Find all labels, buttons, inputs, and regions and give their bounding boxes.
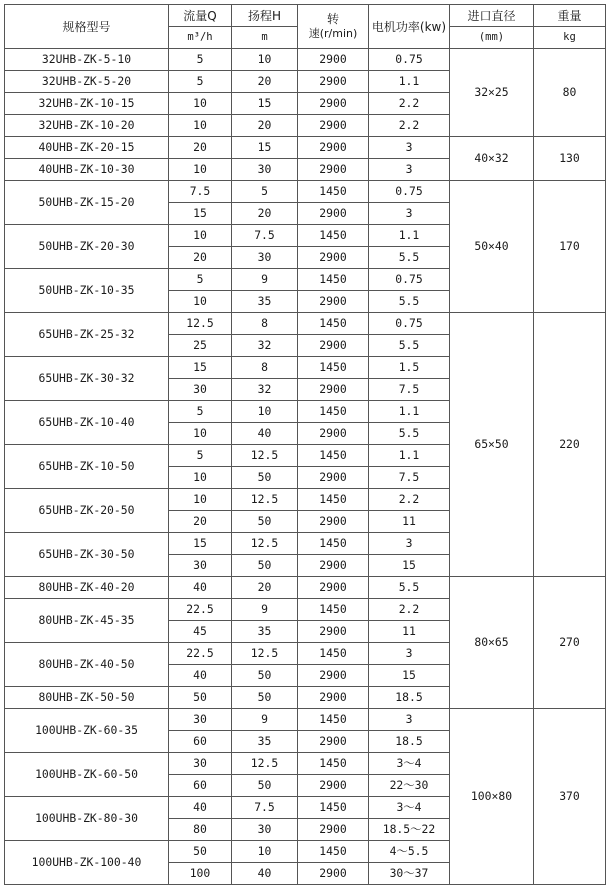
head-cell: 7.5	[232, 797, 298, 819]
head-cell: 30	[232, 247, 298, 269]
inlet-cell: 100×80	[450, 709, 534, 885]
power-cell: 22～30	[369, 775, 450, 797]
speed-cell: 2900	[298, 379, 369, 401]
model-cell: 50UHB-ZK-15-20	[5, 181, 169, 225]
head-cell: 10	[232, 49, 298, 71]
speed-cell: 1450	[298, 489, 369, 511]
power-cell: 3	[369, 643, 450, 665]
power-cell: 3	[369, 533, 450, 555]
head-cell: 20	[232, 203, 298, 225]
speed-cell: 1450	[298, 269, 369, 291]
speed-cell: 2900	[298, 621, 369, 643]
model-cell: 32UHB-ZK-10-15	[5, 93, 169, 115]
head-cell: 12.5	[232, 533, 298, 555]
header-inlet: 进口直径	[450, 5, 534, 27]
speed-cell: 1450	[298, 709, 369, 731]
flow-cell: 10	[169, 115, 232, 137]
power-cell: 3	[369, 709, 450, 731]
head-cell: 12.5	[232, 643, 298, 665]
header-flow: 流量Q	[169, 5, 232, 27]
power-cell: 7.5	[369, 467, 450, 489]
head-cell: 15	[232, 93, 298, 115]
header-weight: 重量	[534, 5, 606, 27]
head-cell: 8	[232, 357, 298, 379]
model-cell: 80UHB-ZK-40-50	[5, 643, 169, 687]
speed-cell: 1450	[298, 533, 369, 555]
speed-cell: 2900	[298, 115, 369, 137]
power-cell: 5.5	[369, 291, 450, 313]
speed-cell: 2900	[298, 203, 369, 225]
flow-cell: 5	[169, 49, 232, 71]
head-cell: 50	[232, 665, 298, 687]
speed-cell: 2900	[298, 511, 369, 533]
speed-cell: 2900	[298, 335, 369, 357]
power-cell: 1.1	[369, 225, 450, 247]
head-cell: 10	[232, 401, 298, 423]
flow-cell: 5	[169, 445, 232, 467]
speed-cell: 1450	[298, 313, 369, 335]
power-cell: 2.2	[369, 599, 450, 621]
speed-cell: 1450	[298, 181, 369, 203]
flow-cell: 10	[169, 291, 232, 313]
pump-spec-table	[4, 4, 606, 885]
head-cell: 40	[232, 423, 298, 445]
speed-cell: 1450	[298, 599, 369, 621]
power-cell: 3	[369, 203, 450, 225]
flow-cell: 40	[169, 797, 232, 819]
head-cell: 9	[232, 269, 298, 291]
speed-cell: 2900	[298, 93, 369, 115]
speed-cell: 2900	[298, 467, 369, 489]
head-cell: 35	[232, 621, 298, 643]
model-cell: 80UHB-ZK-45-35	[5, 599, 169, 643]
speed-cell: 2900	[298, 423, 369, 445]
flow-cell: 5	[169, 401, 232, 423]
power-cell: 4～5.5	[369, 841, 450, 863]
flow-cell: 20	[169, 247, 232, 269]
model-cell: 80UHB-ZK-50-50	[5, 687, 169, 709]
speed-cell: 1450	[298, 753, 369, 775]
flow-cell: 15	[169, 203, 232, 225]
flow-cell: 100	[169, 863, 232, 885]
head-cell: 50	[232, 467, 298, 489]
head-cell: 12.5	[232, 489, 298, 511]
model-cell: 32UHB-ZK-5-10	[5, 49, 169, 71]
power-cell: 5.5	[369, 335, 450, 357]
power-cell: 0.75	[369, 181, 450, 203]
speed-cell: 1450	[298, 841, 369, 863]
model-cell: 65UHB-ZK-10-50	[5, 445, 169, 489]
model-cell: 32UHB-ZK-5-20	[5, 71, 169, 93]
power-cell: 5.5	[369, 577, 450, 599]
model-cell: 100UHB-ZK-60-35	[5, 709, 169, 753]
power-cell: 18.5	[369, 687, 450, 709]
inlet-cell: 65×50	[450, 313, 534, 577]
flow-cell: 40	[169, 665, 232, 687]
header-weight-unit: kg	[534, 27, 606, 49]
speed-cell: 2900	[298, 49, 369, 71]
power-cell: 18.5～22	[369, 819, 450, 841]
head-cell: 10	[232, 841, 298, 863]
flow-cell: 50	[169, 841, 232, 863]
speed-cell: 2900	[298, 819, 369, 841]
flow-cell: 12.5	[169, 313, 232, 335]
table-row	[5, 49, 606, 71]
inlet-cell: 32×25	[450, 49, 534, 137]
power-cell: 15	[369, 555, 450, 577]
flow-cell: 22.5	[169, 599, 232, 621]
header-power: 电机功率(kw)	[369, 5, 450, 49]
flow-cell: 30	[169, 753, 232, 775]
power-cell: 5.5	[369, 247, 450, 269]
header-speed-line2: 速(r/min)	[308, 27, 358, 41]
speed-cell: 2900	[298, 247, 369, 269]
head-cell: 9	[232, 709, 298, 731]
speed-cell: 2900	[298, 665, 369, 687]
flow-cell: 30	[169, 555, 232, 577]
header-speed	[298, 5, 369, 49]
header-model: 规格型号	[5, 5, 169, 49]
model-cell: 50UHB-ZK-10-35	[5, 269, 169, 313]
power-cell: 2.2	[369, 115, 450, 137]
head-cell: 50	[232, 511, 298, 533]
speed-cell: 2900	[298, 137, 369, 159]
speed-cell: 2900	[298, 775, 369, 797]
head-cell: 20	[232, 577, 298, 599]
model-cell: 40UHB-ZK-20-15	[5, 137, 169, 159]
head-cell: 32	[232, 379, 298, 401]
header-speed-line1: 转	[326, 12, 339, 27]
power-cell: 1.1	[369, 71, 450, 93]
power-cell: 0.75	[369, 269, 450, 291]
power-cell: 1.1	[369, 401, 450, 423]
head-cell: 15	[232, 137, 298, 159]
head-cell: 12.5	[232, 445, 298, 467]
flow-cell: 80	[169, 819, 232, 841]
model-cell: 50UHB-ZK-20-30	[5, 225, 169, 269]
model-cell: 65UHB-ZK-25-32	[5, 313, 169, 357]
table-row	[5, 313, 606, 335]
model-cell: 32UHB-ZK-10-20	[5, 115, 169, 137]
spec-body	[5, 49, 606, 885]
model-cell: 40UHB-ZK-10-30	[5, 159, 169, 181]
head-cell: 20	[232, 115, 298, 137]
head-cell: 35	[232, 731, 298, 753]
flow-cell: 5	[169, 71, 232, 93]
head-cell: 50	[232, 687, 298, 709]
power-cell: 1.1	[369, 445, 450, 467]
head-cell: 9	[232, 599, 298, 621]
weight-cell: 370	[534, 709, 606, 885]
head-cell: 35	[232, 291, 298, 313]
flow-cell: 30	[169, 379, 232, 401]
power-cell: 30～37	[369, 863, 450, 885]
speed-cell: 1450	[298, 643, 369, 665]
head-cell: 5	[232, 181, 298, 203]
head-cell: 50	[232, 775, 298, 797]
weight-cell: 170	[534, 181, 606, 313]
head-cell: 7.5	[232, 225, 298, 247]
speed-cell: 2900	[298, 555, 369, 577]
table-row	[5, 709, 606, 731]
flow-cell: 10	[169, 93, 232, 115]
power-cell: 0.75	[369, 313, 450, 335]
model-cell: 80UHB-ZK-40-20	[5, 577, 169, 599]
power-cell: 3～4	[369, 797, 450, 819]
weight-cell: 130	[534, 137, 606, 181]
power-cell: 15	[369, 665, 450, 687]
head-cell: 32	[232, 335, 298, 357]
head-cell: 40	[232, 863, 298, 885]
power-cell: 0.75	[369, 49, 450, 71]
speed-cell: 2900	[298, 159, 369, 181]
head-cell: 12.5	[232, 753, 298, 775]
weight-cell: 220	[534, 313, 606, 577]
flow-cell: 30	[169, 709, 232, 731]
inlet-cell: 50×40	[450, 181, 534, 313]
weight-cell: 270	[534, 577, 606, 709]
speed-cell: 1450	[298, 797, 369, 819]
flow-cell: 15	[169, 357, 232, 379]
head-cell: 30	[232, 159, 298, 181]
head-cell: 30	[232, 819, 298, 841]
header-flow-unit: m³/h	[169, 27, 232, 49]
table-row	[5, 181, 606, 203]
table-row	[5, 577, 606, 599]
speed-cell: 1450	[298, 445, 369, 467]
power-cell: 11	[369, 511, 450, 533]
power-cell: 18.5	[369, 731, 450, 753]
weight-cell: 80	[534, 49, 606, 137]
model-cell: 100UHB-ZK-80-30	[5, 797, 169, 841]
power-cell: 3～4	[369, 753, 450, 775]
speed-cell: 2900	[298, 577, 369, 599]
flow-cell: 22.5	[169, 643, 232, 665]
power-cell: 2.2	[369, 489, 450, 511]
flow-cell: 10	[169, 467, 232, 489]
table-row	[5, 137, 606, 159]
speed-cell: 1450	[298, 225, 369, 247]
flow-cell: 10	[169, 225, 232, 247]
inlet-cell: 80×65	[450, 577, 534, 709]
model-cell: 65UHB-ZK-30-50	[5, 533, 169, 577]
model-cell: 65UHB-ZK-10-40	[5, 401, 169, 445]
flow-cell: 7.5	[169, 181, 232, 203]
model-cell: 100UHB-ZK-100-40	[5, 841, 169, 885]
model-cell: 65UHB-ZK-30-32	[5, 357, 169, 401]
power-cell: 1.5	[369, 357, 450, 379]
flow-cell: 60	[169, 731, 232, 753]
model-cell: 100UHB-ZK-60-50	[5, 753, 169, 797]
speed-cell: 1450	[298, 401, 369, 423]
power-cell: 7.5	[369, 379, 450, 401]
inlet-cell: 40×32	[450, 137, 534, 181]
power-cell: 3	[369, 137, 450, 159]
header-head-unit: m	[232, 27, 298, 49]
flow-cell: 10	[169, 489, 232, 511]
model-cell: 65UHB-ZK-20-50	[5, 489, 169, 533]
flow-cell: 5	[169, 269, 232, 291]
speed-cell: 2900	[298, 731, 369, 753]
power-cell: 2.2	[369, 93, 450, 115]
header-head: 扬程H	[232, 5, 298, 27]
speed-cell: 2900	[298, 687, 369, 709]
power-cell: 3	[369, 159, 450, 181]
speed-cell: 2900	[298, 863, 369, 885]
flow-cell: 20	[169, 137, 232, 159]
flow-cell: 15	[169, 533, 232, 555]
flow-cell: 60	[169, 775, 232, 797]
header-inlet-unit: (mm)	[450, 27, 534, 49]
flow-cell: 25	[169, 335, 232, 357]
head-cell: 50	[232, 555, 298, 577]
flow-cell: 45	[169, 621, 232, 643]
flow-cell: 10	[169, 159, 232, 181]
speed-cell: 2900	[298, 71, 369, 93]
flow-cell: 20	[169, 511, 232, 533]
speed-cell: 1450	[298, 357, 369, 379]
flow-cell: 40	[169, 577, 232, 599]
power-cell: 5.5	[369, 423, 450, 445]
head-cell: 20	[232, 71, 298, 93]
speed-cell: 2900	[298, 291, 369, 313]
flow-cell: 50	[169, 687, 232, 709]
power-cell: 11	[369, 621, 450, 643]
flow-cell: 10	[169, 423, 232, 445]
head-cell: 8	[232, 313, 298, 335]
